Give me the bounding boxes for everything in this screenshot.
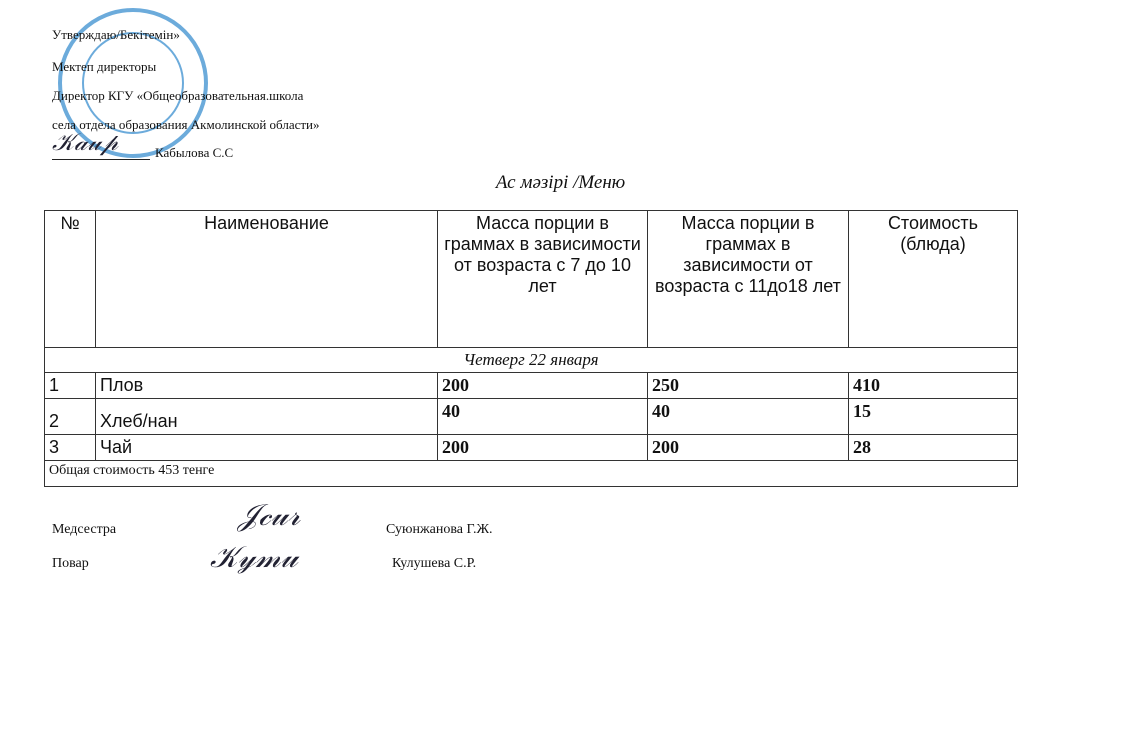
approval-line: села отдела образования Акмолинской области» (52, 117, 320, 132)
cost: 15 (849, 399, 1018, 435)
nurse-signature: 𝒥𝒸𝓊𝓇 (238, 498, 301, 533)
dish-name: Чай (96, 435, 438, 461)
col-header: Стоимость (блюда) (849, 211, 1018, 348)
dish-name: Плов (96, 373, 438, 399)
approval-line: Директор КГУ «Общеобразовательная.школа (52, 88, 304, 103)
signature-name: Суюнжанова Г.Ж. (386, 522, 493, 537)
col-header: Масса порции в граммах в зависимости от возраста с 11до18 лет (648, 211, 849, 348)
cost: 28 (849, 435, 1018, 461)
page-title: Ас мәзірі /Меню (495, 172, 626, 193)
table-row (45, 435, 1018, 461)
signature-role: Повар (52, 556, 89, 571)
approval-line: Мектеп директоры (52, 59, 157, 74)
cost: 410 (849, 373, 1018, 399)
col-header: Наименование (96, 211, 438, 348)
header-row (45, 211, 1018, 348)
mass-7-10: 200 (438, 435, 648, 461)
menu-table (44, 210, 1018, 487)
mass-11-18: 200 (648, 435, 849, 461)
director-name: Кабылова С.С (155, 145, 234, 160)
row-number: 3 (45, 435, 96, 461)
cook-signature: 𝒦𝓎𝓂𝓊 (210, 540, 298, 575)
signature-role: Медсестра (52, 522, 117, 537)
mass-11-18: 250 (648, 373, 849, 399)
row-number: 1 (45, 373, 96, 399)
approval-line: Утверждаю/Бекітемін» (52, 27, 180, 42)
table-row (45, 373, 1018, 399)
mass-7-10: 40 (438, 399, 648, 435)
col-header: Масса порции в граммах в зависимости от возраста с 7 до 10 лет (438, 211, 648, 348)
mass-7-10: 200 (438, 373, 648, 399)
col-header: № (45, 211, 96, 348)
table-row (45, 399, 1018, 435)
total-cost: Общая стоимость 453 тенге (45, 461, 1018, 487)
signature-name: Кулушева С.Р. (392, 556, 477, 571)
mass-11-18: 40 (648, 399, 849, 435)
director-signature: 𝒦𝒶𝓊𝓅 (52, 128, 119, 156)
row-number: 2 (45, 399, 96, 435)
day-label: Четверг 22 января (45, 348, 1018, 373)
dish-name: Хлеб/нан (96, 399, 438, 435)
